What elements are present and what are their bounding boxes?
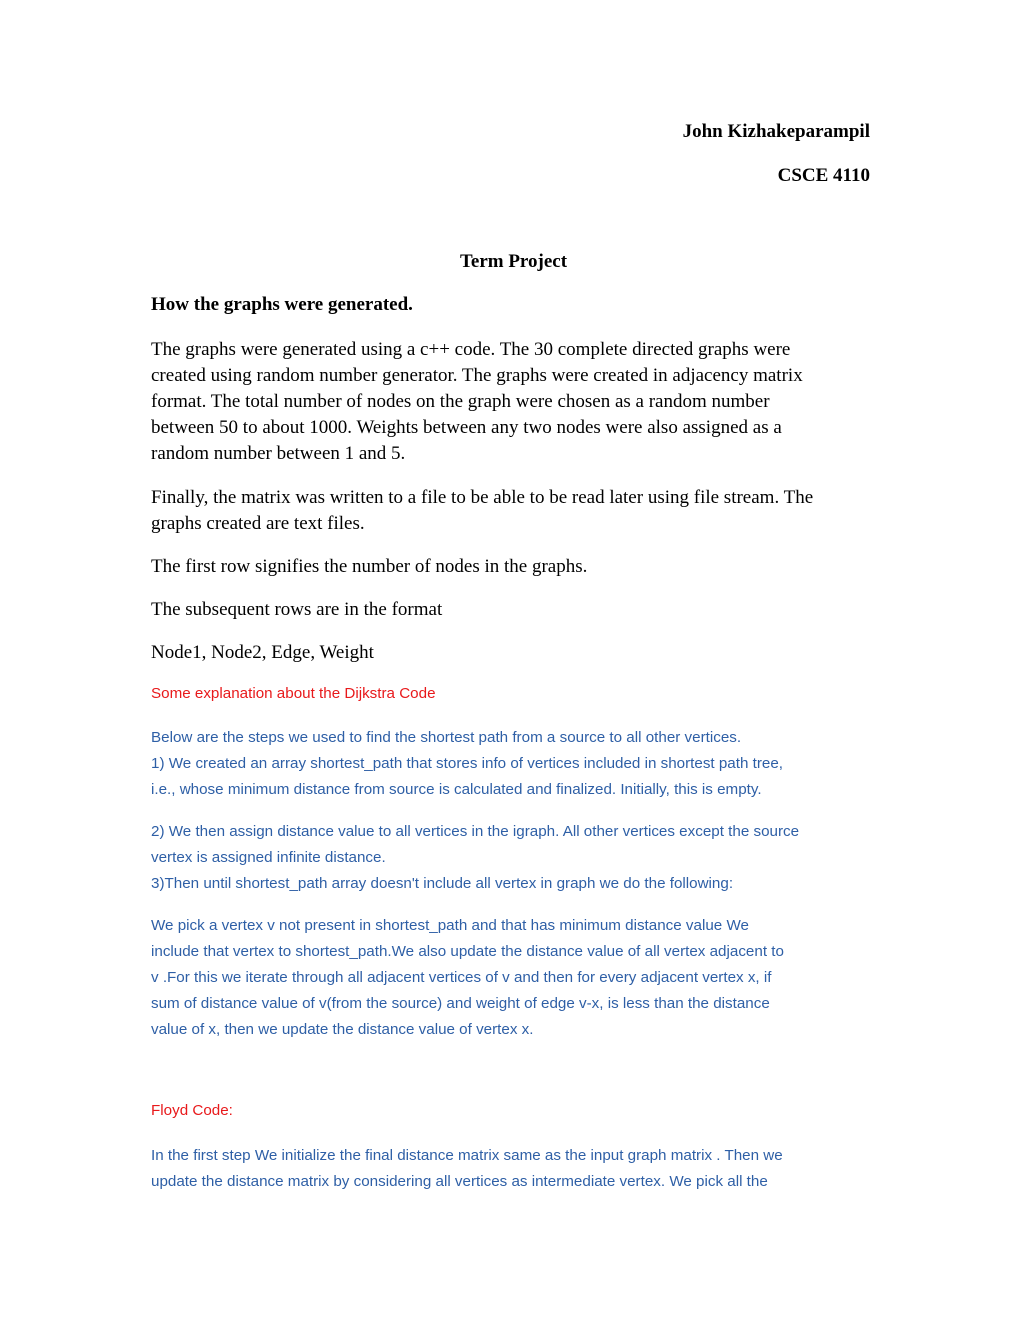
floyd-description — [151, 1143, 783, 1195]
section-heading-floyd: Floyd Code: — [151, 1102, 233, 1119]
text-line: vertex is assigned infinite distance. — [151, 849, 386, 866]
paragraph-graph-generation — [151, 337, 803, 467]
text-line: v .For this we iterate through all adjacent vertices of v and then for every adjacent vertex x, if — [151, 969, 772, 986]
text-line: In the first step We initialize the final distance matrix same as the input graph matrix . Then we — [151, 1147, 783, 1164]
paragraph-first-row: The first row signifies the number of nodes in the graphs. — [151, 556, 588, 577]
text-line: 2) We then assign distance value to all vertices in the igraph. All other vertices except the source — [151, 823, 800, 840]
section-heading-dijkstra: Some explanation about the Dijkstra Code — [151, 685, 436, 702]
text-line: include that vertex to shortest_path.We also update the distance value of all vertex adjacent to — [151, 943, 784, 960]
text-line: We pick a vertex v not present in shortest_path and that has minimum distance value We — [151, 917, 749, 934]
text-line: random number between 1 and 5. — [151, 443, 406, 464]
text-line: value of x, then we update the distance value of vertex x. — [151, 1021, 534, 1038]
text-line: format. The total number of nodes on the graph were chosen as a random number — [151, 391, 770, 412]
text-line: between 50 to about 1000. Weights between any two nodes were also assigned as a — [151, 417, 782, 438]
text-line: update the distance matrix by considering all vertices as intermediate vertex. We pick all the — [151, 1173, 768, 1190]
page-title: Term Project — [459, 251, 568, 272]
paragraph-format: The subsequent rows are in the format — [151, 599, 443, 620]
author-name: John Kizhakeparampil — [682, 121, 870, 142]
paragraph-file-output — [151, 485, 813, 537]
text-line: The graphs were generated using a c++ code. The 30 complete directed graphs were — [151, 339, 791, 360]
text-line: Below are the steps we used to find the shortest path from a source to all other vertices. — [151, 729, 742, 746]
dijkstra-steps-intro — [151, 725, 783, 803]
text-line: graphs created are text files. — [151, 513, 365, 534]
dijkstra-steps-loop — [151, 913, 784, 1043]
section-heading-graphs: How the graphs were generated. — [151, 294, 413, 315]
text-line: 1) We created an array shortest_path that stores info of vertices included in shortest path tree, — [151, 755, 784, 772]
paragraph-format-columns: Node1, Node2, Edge, Weight — [151, 642, 374, 663]
text-line: sum of distance value of v(from the source) and weight of edge v-x, is less than the distance — [151, 995, 770, 1012]
text-line: i.e., whose minimum distance from source is calculated and finalized. Initially, this is empty. — [151, 781, 762, 798]
course-code: CSCE 4110 — [777, 165, 870, 186]
dijkstra-steps-assign — [151, 819, 799, 897]
text-line: 3)Then until shortest_path array doesn't include all vertex in graph we do the following: — [151, 875, 734, 892]
text-line: created using random number generator. The graphs were created in adjacency matrix — [151, 365, 803, 386]
text-line: Finally, the matrix was written to a file to be able to be read later using file stream. The — [151, 487, 814, 508]
